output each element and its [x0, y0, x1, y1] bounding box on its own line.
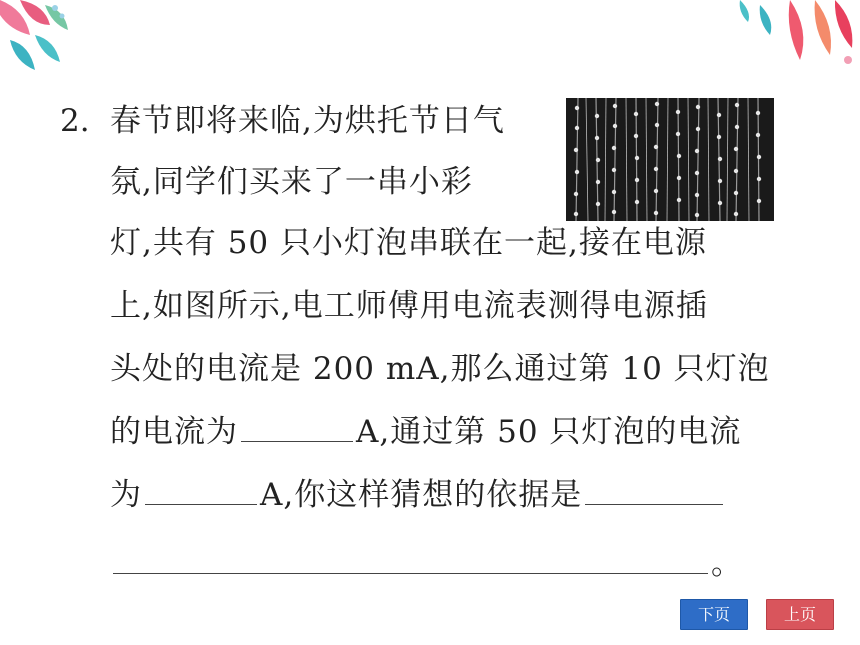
- floral-decoration-top-left: [0, 0, 90, 90]
- question-number: 2.: [60, 103, 90, 139]
- question-line-4: 上,如图所示,电工师傅用电流表测得电源插: [110, 288, 708, 324]
- answer-blank-3[interactable]: [585, 503, 723, 505]
- answer-blank-2[interactable]: [145, 503, 257, 505]
- line-7-prefix: 为: [110, 477, 142, 513]
- question-line-3: 灯,共有 50 只小灯泡串联在一起,接在电源: [110, 225, 707, 261]
- line-8-period: 。: [711, 546, 743, 582]
- question-line-6: [110, 403, 741, 461]
- answer-blank-3-continued[interactable]: [113, 572, 708, 574]
- question-line-1: 春节即将来临,为烘托节日气: [110, 103, 505, 139]
- answer-blank-1[interactable]: [241, 440, 353, 442]
- floral-decoration-top-right: [730, 0, 860, 70]
- line-6-suffix: A,通过第 50 只灯泡的电流: [356, 414, 742, 450]
- question-line-8: [110, 535, 743, 593]
- previous-page-button[interactable]: 上页: [766, 599, 834, 630]
- string-lights-illustration: [566, 98, 774, 221]
- line-6-prefix: 的电流为: [110, 414, 238, 450]
- question-line-7: [110, 466, 726, 524]
- question-line-2: 氛,同学们买来了一串小彩: [110, 164, 473, 200]
- string-lights-photo: [566, 98, 774, 221]
- line-7-suffix: A,你这样猜想的依据是: [260, 477, 583, 513]
- question-line-5: 头处的电流是 200 mA,那么通过第 10 只灯泡: [110, 351, 770, 387]
- next-page-button[interactable]: 下页: [680, 599, 748, 630]
